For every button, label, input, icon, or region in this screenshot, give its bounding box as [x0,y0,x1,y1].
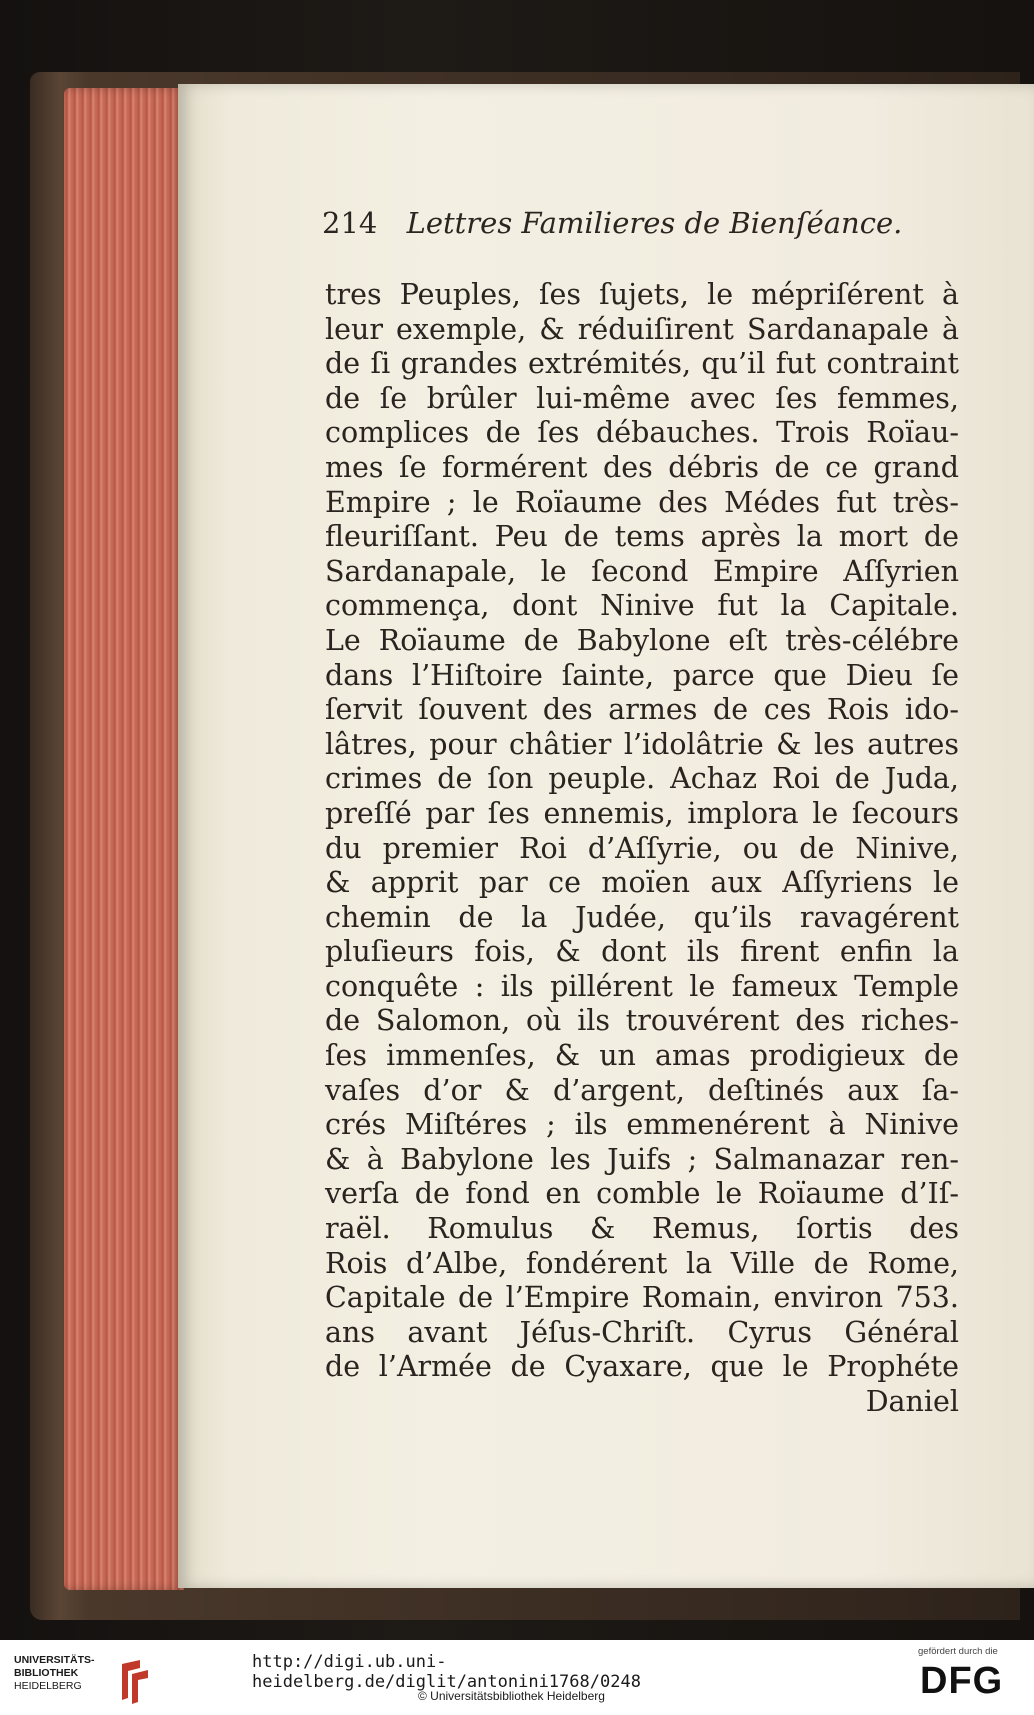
library-name-line3: HEIDELBERG [14,1680,82,1692]
page-edges [64,88,184,1590]
text-line: Empire ; le Roïaume des Médes fut très- [325,485,959,519]
text-line: dans l’Hiſtoire ſainte, parce que Dieu ſe [325,658,959,692]
text-line: conquête : ils pillérent le fameux Temple [325,969,959,1003]
library-logo-icon [114,1658,154,1704]
text-line: verſa de fond en comble le Roïaume d’Iſ- [325,1177,959,1211]
running-title: Lettres Familieres de Bienſéance. [406,206,903,240]
text-line: ſervit ſouvent des armes de ces Rois ido- [325,693,959,727]
funder-label: gefördert durch die [918,1646,998,1657]
catchword: Daniel [865,1385,959,1418]
library-name [14,1654,114,1693]
text-line: leur exemple, & réduiſirent Sardanapale à [325,312,959,346]
text-line: lâtres, pour châtier l’idolâtrie & les autres [325,727,959,761]
library-name-line2: BIBLIOTHEK [14,1667,79,1679]
text-line: Capitale de l’Empire Romain, environ 753. [325,1281,959,1315]
text-line: de Salomon, où ils trouvérent des riches- [325,1004,959,1038]
permalink-url[interactable]: http://digi.ub.uni-heidelberg.de/diglit/antonini1768/0248 [252,1652,641,1692]
text-line: crés Miſtéres ; ils emmenérent à Ninive [325,1108,959,1142]
text-line: de ſi grandes extrémités, qu’il fut contraint [325,347,959,381]
text-line: & à Babylone les Juifs ; Salmanazar ren- [325,1142,959,1176]
text-line: de l’Armée de Cyaxare, que le Prophéte [325,1350,959,1384]
copyright-notice: © Universitätsbibliothek Heidelberg [418,1689,605,1703]
text-line: raël. Romulus & Remus, ſortis des [325,1212,959,1246]
text-line: ans avant Jéſus-Chriſt. Cyrus Général [325,1315,959,1349]
text-line: pluſieurs fois, & dont ils firent enfin la [325,935,959,969]
running-header [322,206,922,252]
text-line: complices de ſes débauches. Trois Roïau- [325,416,959,450]
text-line: du premier Roi d’Aſſyrie, ou de Ninive, [325,831,959,865]
body-text [325,278,959,1420]
library-logo[interactable] [14,1650,144,1706]
footer-bar [0,1640,1034,1715]
text-line: preſſé par ſes ennemis, implora le ſecours [325,796,959,830]
page-number: 214 [322,206,378,240]
text-line: Rois d’Albe, fondérent la Ville de Rome, [325,1246,959,1280]
text-line: vaſes d’or & d’argent, deſtinés aux ſa- [325,1073,959,1107]
text-line: Le Roïaume de Babylone eſt très-célébre [325,623,959,657]
text-line: tres Peuples, ſes ſujets, le mépriſérent à [325,278,959,311]
text-line: commença, dont Ninive fut la Capitale. [325,589,959,623]
library-name-line1: UNIVERSITÄTS- [14,1654,95,1666]
text-line: crimes de ſon peuple. Achaz Roi de Juda, [325,762,959,796]
text-line: mes ſe formérent des débris de ce grand [325,450,959,484]
dfg-logo[interactable]: DFG [920,1660,1004,1702]
text-line: & apprit par ce moïen aux Aſſyriens le [325,866,959,900]
text-line: ſes immenſes, & un amas prodigieux de [325,1039,959,1073]
text-line: chemin de la Judée, qu’ils ravagérent [325,900,959,934]
text-line: de ſe brûler lui-même avec ſes femmes, [325,381,959,415]
text-line: Sardanapale, le ſecond Empire Aſſyrien [325,554,959,588]
text-line: fleuriſſant. Peu de tems après la mort de [325,520,959,554]
